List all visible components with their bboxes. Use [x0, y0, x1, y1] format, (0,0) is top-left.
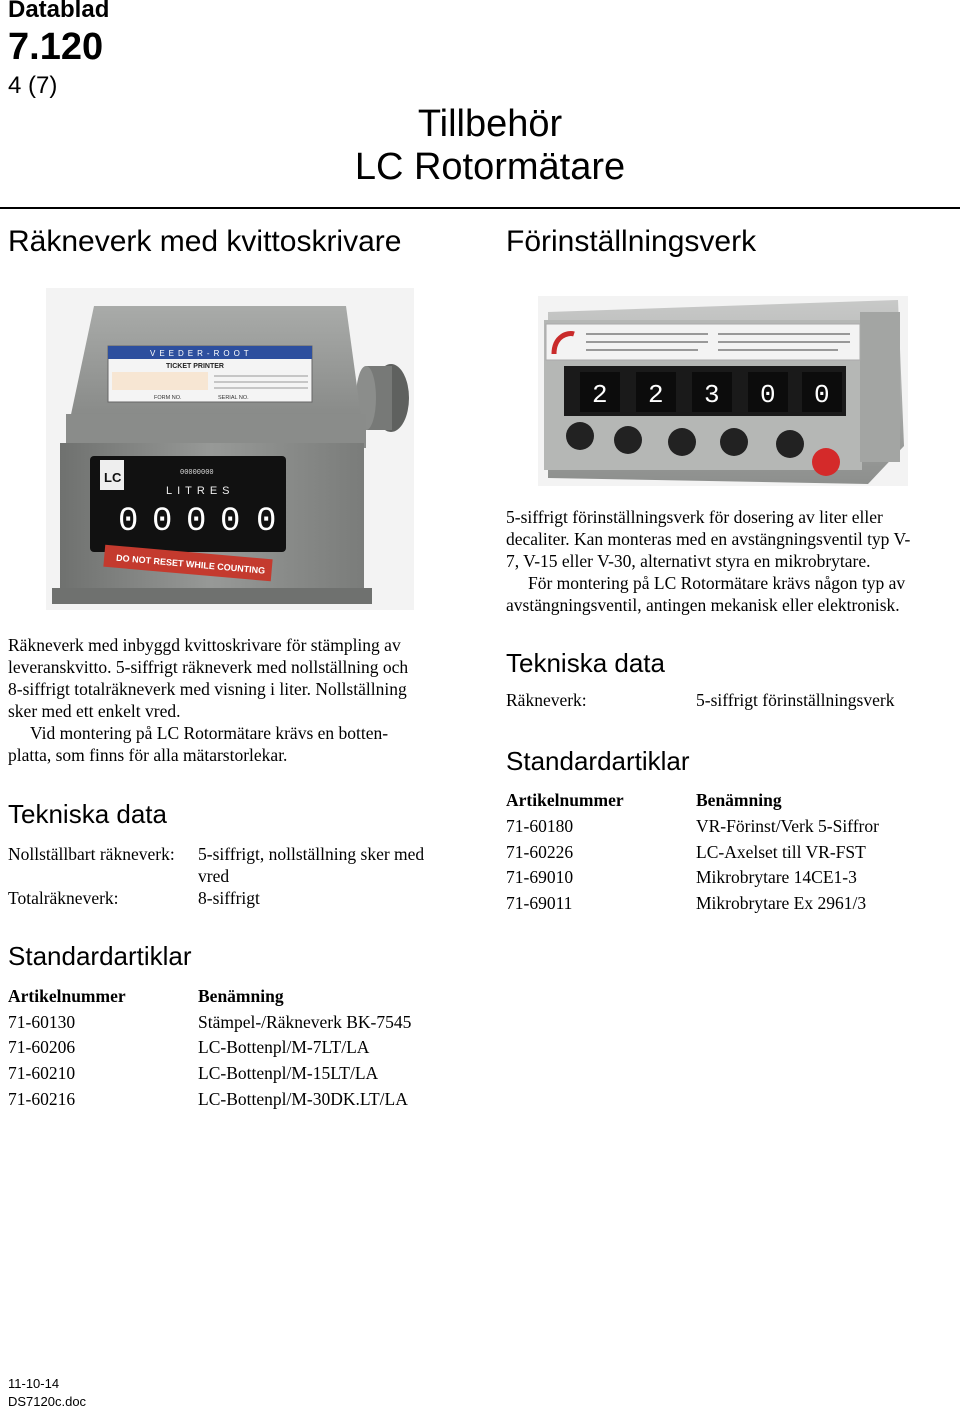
left-std-name: Stämpel-/Räkneverk BK-7545	[198, 1012, 412, 1032]
left-description-line: 8-siffrigt totalräkneverk med visning i liter. Nollställning	[8, 679, 407, 699]
right-description-line: För montering på LC Rotormätare krävs någon typ av	[528, 573, 906, 593]
left-std-heading: Standardartiklar	[8, 941, 192, 971]
left-description-line: Räkneverk med inbyggd kvittoskrivare för stämpling av	[8, 635, 401, 655]
counter-digit: 0	[118, 503, 139, 541]
doc-number: 7.120	[8, 26, 104, 68]
counter-digit: 0	[152, 503, 173, 541]
right-std-name: LC-Axelset till VR-FST	[696, 842, 866, 862]
serial-no-label: SERIAL NO.	[218, 395, 249, 401]
right-std-col-name: Benämning	[696, 790, 782, 810]
left-std-article: 71-60206	[8, 1037, 76, 1057]
left-description-line: Vid montering på LC Rotormätare krävs en botten-	[30, 723, 389, 743]
page-number: 4 (7)	[8, 72, 58, 99]
header-rule	[0, 207, 960, 209]
counter-digit: 0	[256, 503, 277, 541]
right-description-line: 5-siffrigt förinställningsverk för dosering av liter eller	[506, 507, 883, 527]
brand-label: VEEDER-ROOT	[150, 349, 253, 358]
lc-logo: LC	[104, 470, 122, 485]
left-tech-heading: Tekniska data	[8, 799, 167, 829]
right-std-col-article: Artikelnummer	[506, 790, 624, 810]
left-tech-label: Nollställbart räkneverk:	[8, 844, 175, 864]
right-description-line: avstängningsventil, antingen mekanisk eller elektronisk.	[506, 595, 900, 615]
left-description-line: leveranskvitto. 5-siffrigt räkneverk med nollställning och	[8, 657, 409, 677]
left-std-article: 71-60210	[8, 1063, 76, 1083]
doc-type: Datablad	[8, 0, 110, 23]
right-description-line: decaliter. Kan monteras med en avstängningsventil typ V-	[506, 529, 911, 549]
ticket-printer-photo	[46, 288, 414, 610]
left-std-article: 71-60216	[8, 1089, 76, 1109]
counter-digit: 0	[186, 503, 207, 541]
warning-label: DO NOT RESET WHILE COUNTING	[115, 552, 266, 576]
right-description	[506, 506, 956, 616]
left-tech-label: Totalräkneverk:	[8, 888, 119, 908]
ticket-printer-image	[46, 288, 414, 610]
page-title: Tillbehör	[417, 103, 563, 145]
printer-label: TICKET PRINTER	[166, 363, 224, 370]
left-description	[8, 634, 460, 766]
left-description-line: platta, som finns för alla mätarstorlekar.	[8, 745, 288, 765]
left-std-name: LC-Bottenpl/M-7LT/LA	[198, 1037, 370, 1057]
right-tech-label: Räkneverk:	[506, 690, 587, 710]
right-std-heading: Standardartiklar	[506, 746, 690, 776]
preset-digit: 3	[704, 380, 720, 410]
left-tech-value: vred	[198, 866, 230, 886]
right-std-article: 71-69011	[506, 893, 573, 913]
left-std-name: LC-Bottenpl/M-30DK.LT/LA	[198, 1089, 408, 1109]
counter-digit: 0	[220, 503, 241, 541]
left-description-line: sker med ett enkelt vred.	[8, 701, 181, 721]
right-std-article: 71-60180	[506, 816, 574, 836]
left-section-heading: Räkneverk med kvittoskrivare	[8, 225, 402, 258]
preset-digit: 0	[814, 380, 830, 410]
footer-date: 11-10-14	[8, 1376, 60, 1391]
left-std-name: LC-Bottenpl/M-15LT/LA	[198, 1063, 379, 1083]
right-tech-heading: Tekniska data	[506, 648, 665, 678]
preset-counter-photo	[538, 296, 908, 486]
form-no-label: FORM NO.	[154, 395, 182, 401]
preset-digit: 2	[648, 380, 664, 410]
preset-digit: 0	[760, 380, 776, 410]
right-std-article: 71-60226	[506, 842, 574, 862]
right-std-article: 71-69010	[506, 867, 574, 887]
total-counter: 00000000	[180, 469, 214, 477]
left-std-article: 71-60130	[8, 1012, 76, 1032]
left-tech-value: 5-siffrigt, nollställning sker med	[198, 844, 425, 864]
unit-label: LITRES	[166, 485, 235, 497]
preset-digit: 2	[592, 380, 608, 410]
footer-filename: DS7120c.doc	[8, 1394, 87, 1409]
right-tech-value: 5-siffrigt förinställningsverk	[696, 690, 895, 710]
page-subtitle: LC Rotormätare	[354, 146, 626, 188]
left-std-col-article: Artikelnummer	[8, 986, 126, 1006]
right-std-name: Mikrobrytare Ex 2961/3	[696, 893, 867, 913]
right-section-heading: Förinställningsverk	[506, 225, 757, 258]
right-std-name: VR-Förinst/Verk 5-Siffror	[696, 816, 879, 836]
left-std-col-name: Benämning	[198, 986, 284, 1006]
left-tech-value: 8-siffrigt	[198, 888, 260, 908]
right-description-line: 7, V-15 eller V-30, alternativt styra en mikrobrytare.	[506, 551, 871, 571]
right-std-name: Mikrobrytare 14CE1-3	[696, 867, 857, 887]
preset-counter-image	[538, 296, 908, 486]
